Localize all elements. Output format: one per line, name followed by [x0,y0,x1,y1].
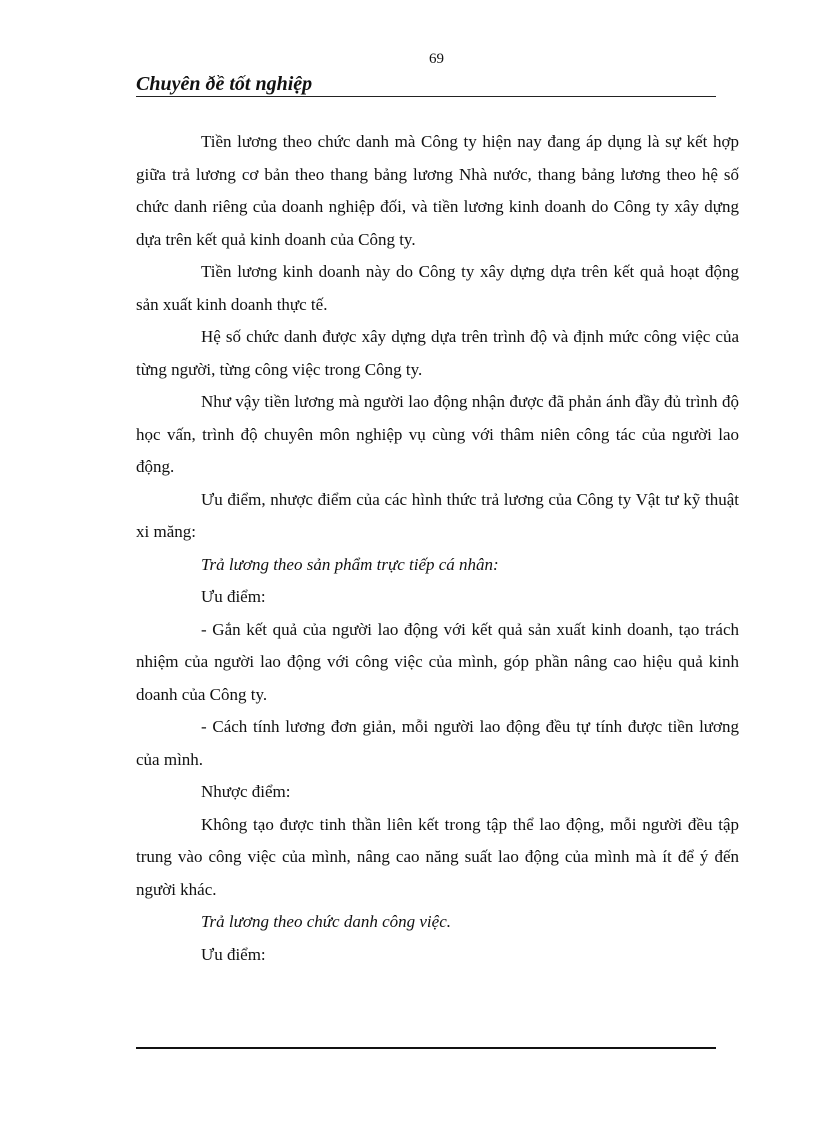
header-rule [136,96,716,97]
paragraph: Không tạo được tinh thần liên kết trong tập thể lao động, mỗi người đều tập trung vào công việc của mình, nâng cao năng suất lao động của mình mà ít để ý đến người khác. [136,814,739,899]
subheading: Nhược điểm: [201,782,291,801]
paragraph: Tiền lương theo chức danh mà Công ty hiện nay đang áp dụng là sự kết hợp giữa trả lương cơ bản theo thang bảng lương Nhà nước, thang bảng lương theo hệ số chức danh riêng của doanh nghiệp đối, và tiền lương kinh doanh do Công ty xây dựng dựa trên kết quả kinh doanh của Công ty. [136,132,739,249]
paragraph: Ưu điểm, nhược điểm của các hình thức trả lương của Công ty Vật tư kỹ thuật xi măng: [136,489,739,541]
bullet-paragraph: - Cách tính lương đơn giản, mỗi người lao động đều tự tính được tiền lương của mình. [136,717,739,769]
italic-subheading: Trả lương theo sản phẩm trực tiếp cá nhân: [201,554,499,574]
paragraph: Như vậy tiền lương mà người lao động nhận được đã phản ánh đầy đủ trình độ học vấn, trình độ chuyên môn nghiệp vụ cùng với thâm niên công tác của người lao động. [136,392,739,476]
paragraph: Tiền lương kinh doanh này do Công ty xây dựng dựa trên kết quả hoạt động sản xuất kinh doanh thực tế. [136,262,739,314]
subheading: Ưu điểm: [201,587,266,606]
footer-rule [136,1047,716,1049]
paragraph: Hệ số chức danh được xây dựng dựa trên trình độ và định mức công việc của từng người, từng công việc trong Công ty. [136,327,739,379]
italic-subheading: Trả lương theo chức danh công việc. [201,912,451,931]
document-body [136,126,739,971]
page-number: 69 [429,51,444,67]
subheading: Ưu điểm: [201,944,266,964]
bullet-paragraph: - Gắn kết quả của người lao động với kết quả sản xuất kinh doanh, tạo trách nhiệm của người lao động với công việc của mình, góp phần nâng cao hiệu quả kinh doanh của Công ty. [136,619,739,704]
header-title: Chuyên ðề tốt nghiệp [136,73,313,95]
